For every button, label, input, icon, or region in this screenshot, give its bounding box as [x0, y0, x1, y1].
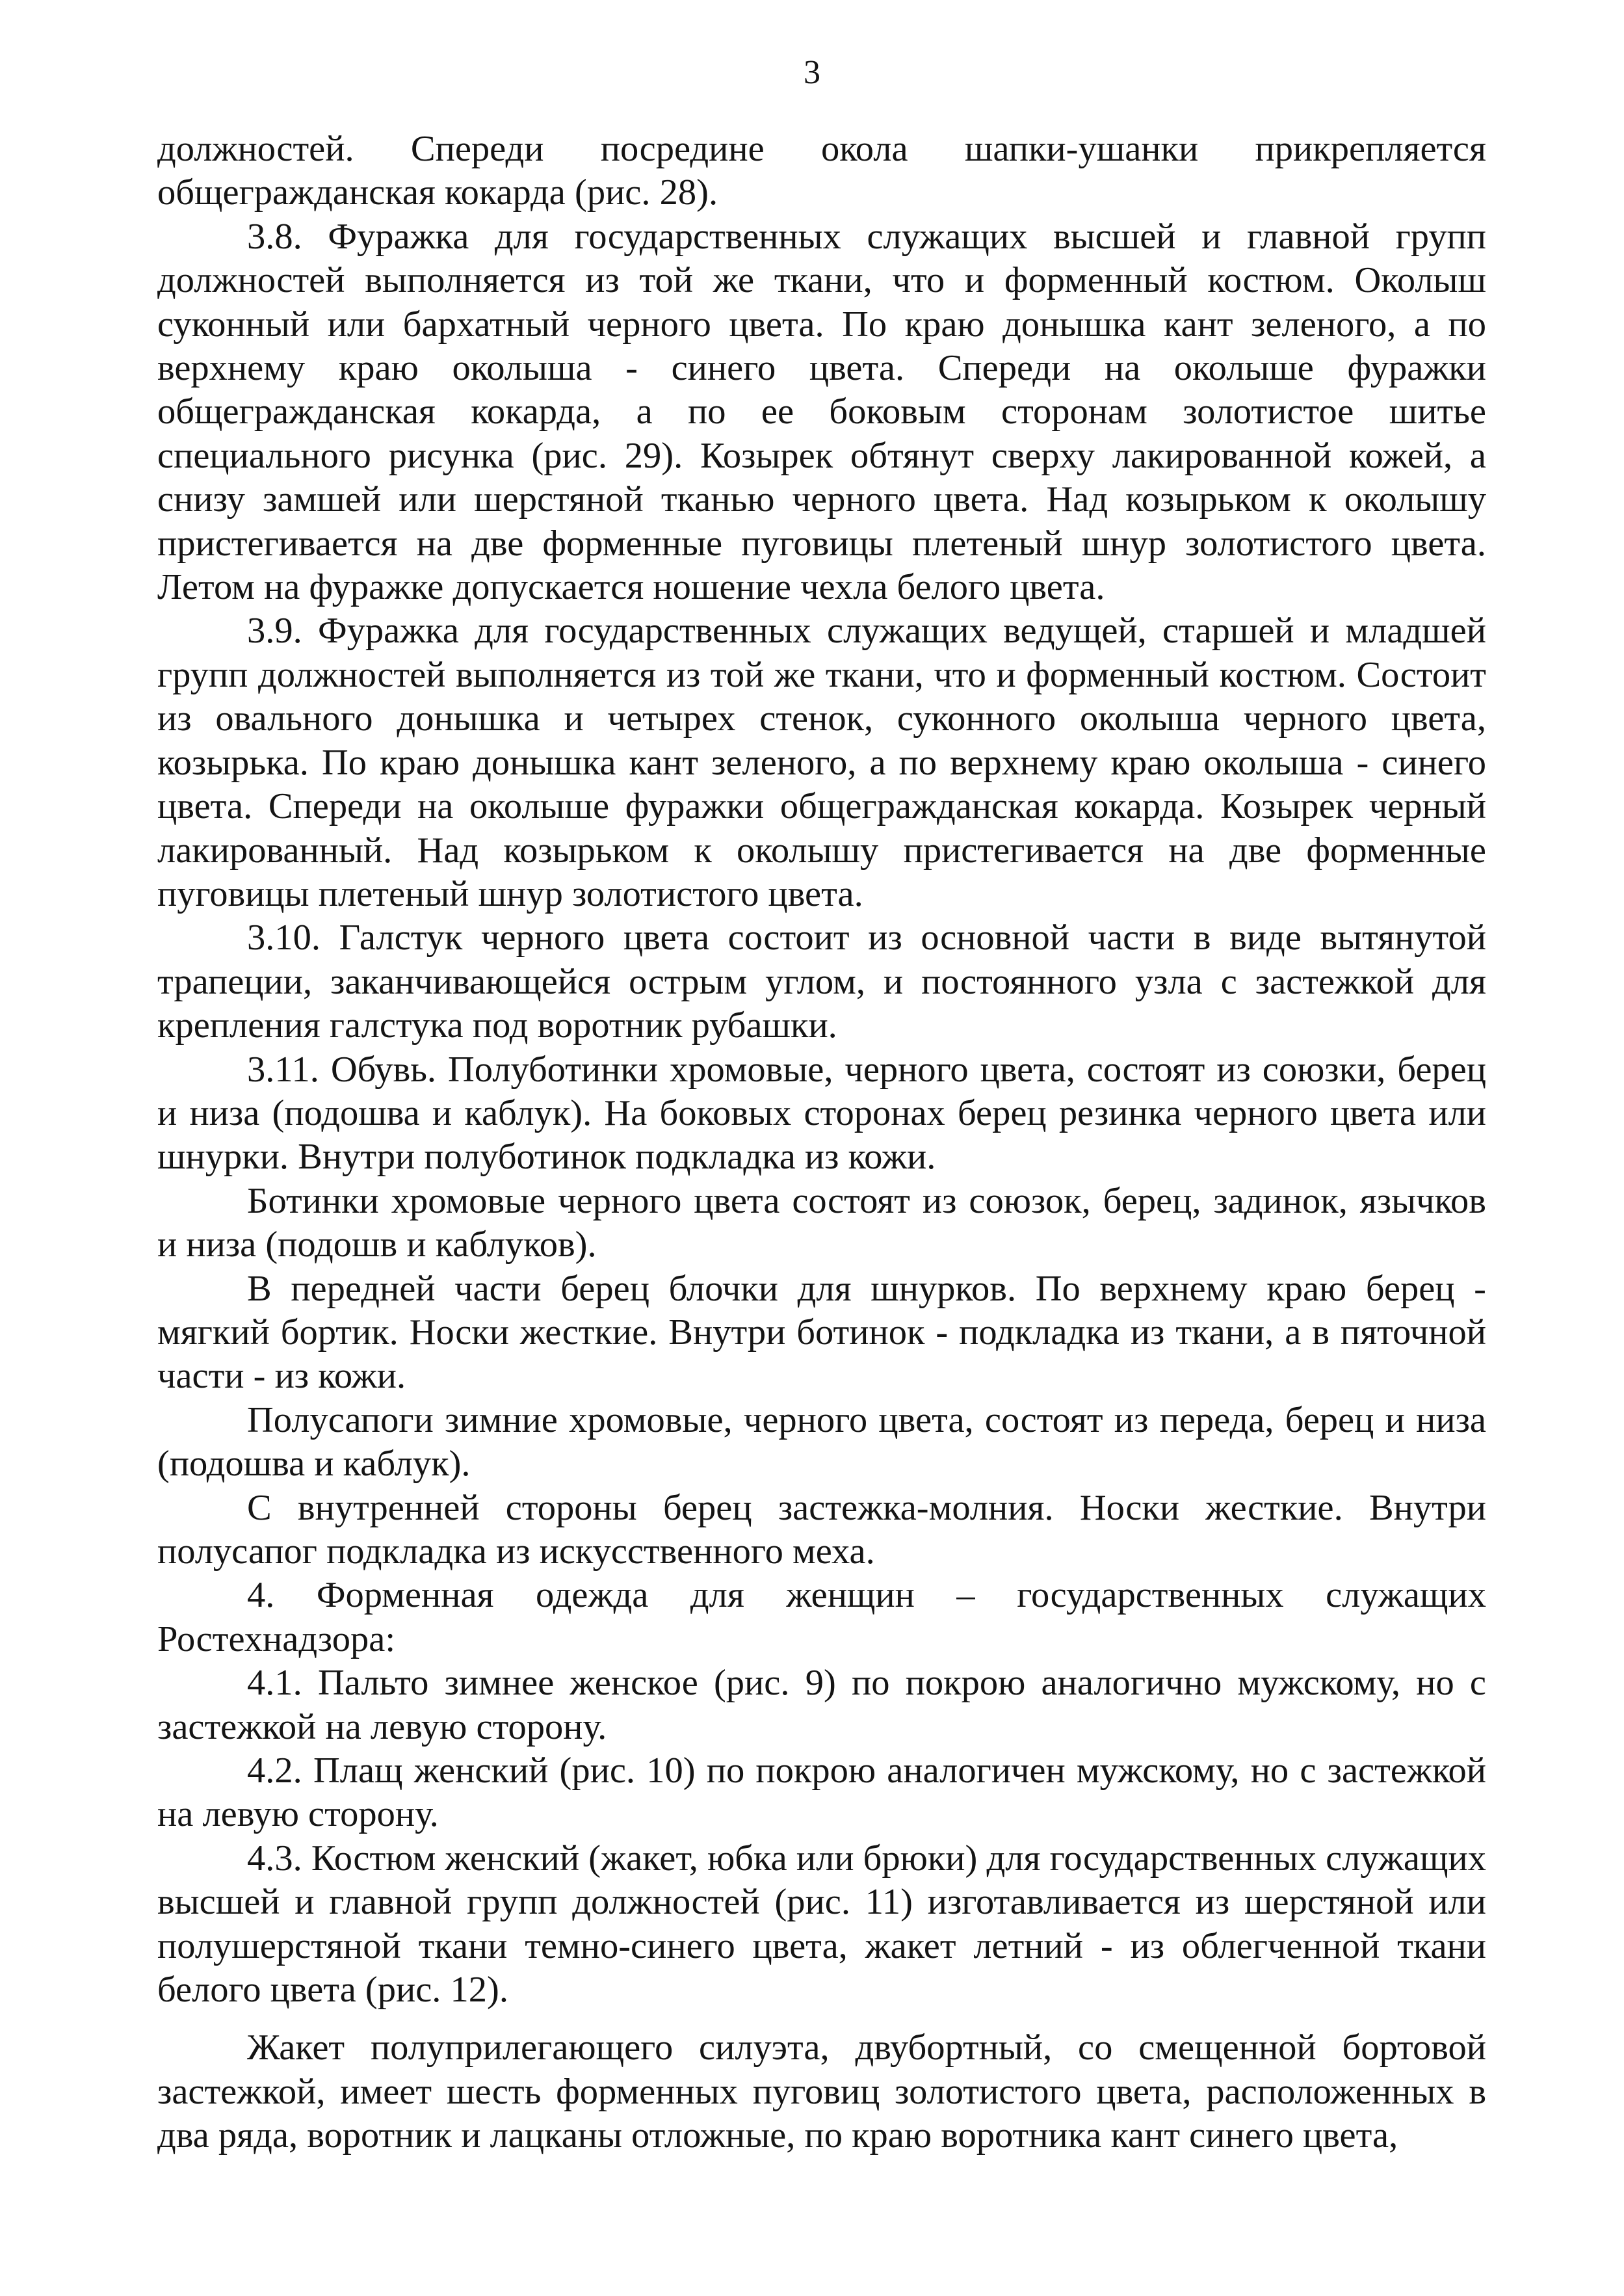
paragraph-3-9: 3.9. Фуражка для государственных служащих ведущей, старшей и младшей групп должностей выполняется из той же ткани, что и форменный костюм. Состоит из овального донышка и четырех стенок, суконного околыша черного цвета, козырька. По краю донышка кант зеленого, а по верхнему краю околыша - синего цвета. Спереди на околыше фуражки общегражданская кокарда. Козырек черный лакированный. Над козырьком к околышу пристегивается на две форменные пуговицы плетеный шнур золотистого цвета. [157, 611, 1486, 914]
paragraph-winter-half-boots: Полусапоги зимние хромовые, черного цвета, состоят из переда, берец и низа (подошва и каблук). [157, 1399, 1486, 1484]
paragraph-3-10: 3.10. Галстук черного цвета состоит из основной части в виде вытянутой трапеции, заканчивающейся острым углом, и постоянного узла с застежкой для крепления галстука под воротник рубашки. [157, 917, 1486, 1046]
page-number: 3 [804, 54, 820, 91]
paragraph-jacket: Жакет полуприлегающего силуэта, двубортный, со смещенной бортовой застежкой, имеет шесть форменных пуговиц золотистого цвета, расположенных в два ряда, воротник и лацканы отложные, по краю воротника кант синего цвета, [157, 2027, 1486, 2156]
paragraph-4-3: 4.3. Костюм женский (жакет, юбка или брюки) для государственных служащих высшей и главной групп должностей (рис. 11) изготавливается из шерстяной или полушерстяной ткани темно-синего цвета, жакет летний - из облегченной ткани белого цвета (рис. 12). [157, 1838, 1486, 2011]
paragraph-boots: Ботинки хромовые черного цвета состоят из союзок, берец, задинок, язычков и низа (подошв и каблуков). [157, 1180, 1486, 1265]
paragraph-3-8: 3.8. Фуражка для государственных служащих высшей и главной групп должностей выполняется из той же ткани, что и форменный костюм. Околыш суконный или бархатный черного цвета. По краю донышка кант зеленого, а по верхнему краю околыша - синего цвета. Спереди на околыше фуражки общегражданская кокарда, а по ее боковым сторонам золотистое шитье специального рисунка (рис. 29). Козырек обтянут сверху лакированной кожей, а снизу замшей или шерстяной тканью черного цвета. Над козырьком к околышу пристегивается на две форменные пуговицы плетеный шнур золотистого цвета. Летом на фуражке допускается ношение чехла белого цвета. [157, 216, 1486, 608]
paragraph-3-11: 3.11. Обувь. Полуботинки хромовые, черного цвета, состоят из союзки, берец и низа (подошва и каблук). На боковых сторонах берец резинка черного цвета или шнурки. Внутри полуботинок подкладка из кожи. [157, 1049, 1486, 1178]
paragraph-boots-front: В передней части берец блочки для шнурков. По верхнему краю берец - мягкий бортик. Носки жесткие. Внутри ботинок - подкладка из ткани, а в пяточной части - из кожи. [157, 1268, 1486, 1397]
paragraph-4-1: 4.1. Пальто зимнее женское (рис. 9) по покрою аналогично мужскому, но с застежкой на левую сторону. [157, 1663, 1486, 1747]
document-body [157, 127, 1486, 2158]
paragraph-continuation: должностей. Спереди посредине окола шапки-ушанки прикрепляется общегражданская кокарда (рис. 28). [157, 129, 1486, 213]
paragraph-half-boots-inner: С внутренней стороны берец застежка-молния. Носки жесткие. Внутри полусапог подкладка из искусственного меха. [157, 1487, 1486, 1572]
paragraph-4-heading: 4. Форменная одежда для женщин – государственных служащих Ростехнадзора: [157, 1575, 1486, 1659]
paragraph-4-2: 4.2. Плащ женский (рис. 10) по покрою аналогичен мужскому, но с застежкой на левую сторону. [157, 1750, 1486, 1835]
